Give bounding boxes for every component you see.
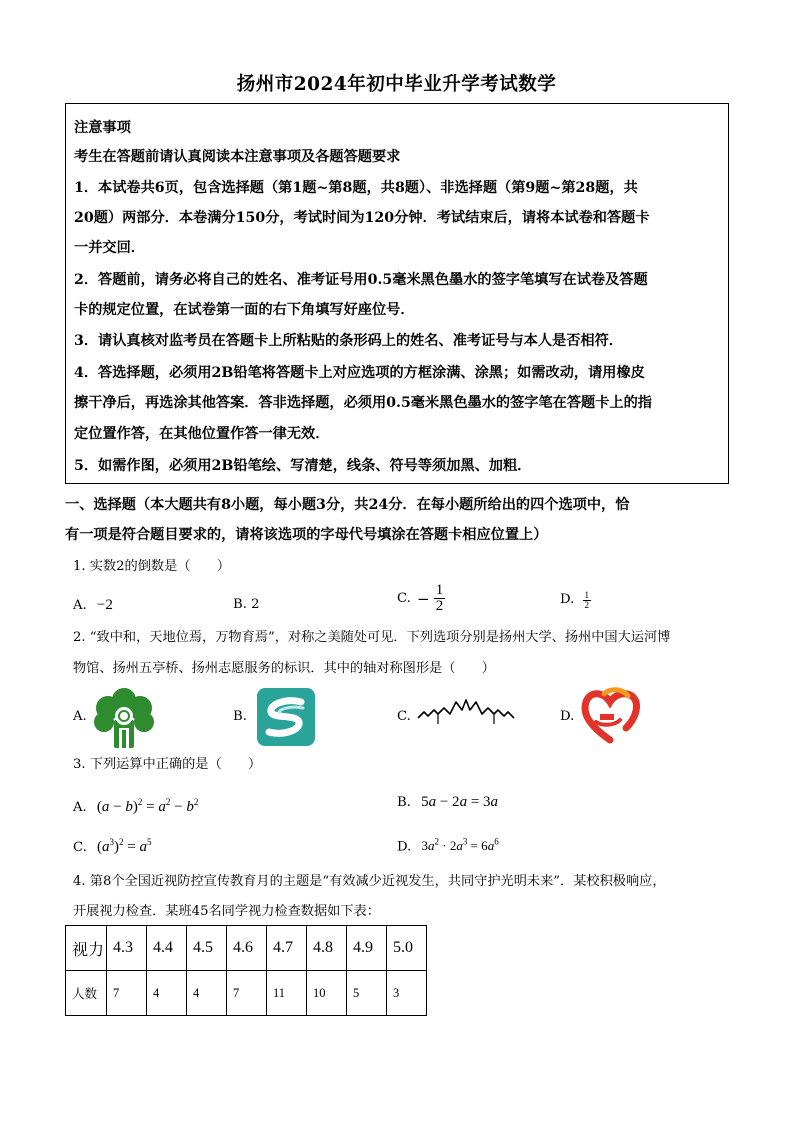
q3-option-d xyxy=(397,832,499,857)
option-label: D. xyxy=(560,592,575,607)
option-label: D. xyxy=(397,839,412,855)
notice-subheading: 考生在答题前请认真阅读本注意事项及各题答题要求 xyxy=(74,149,401,165)
table-cell: 7 xyxy=(227,971,267,1016)
expression: $(a - b)^2 = a^2 - b^2$ xyxy=(96,797,199,815)
q1-option-b xyxy=(233,595,259,615)
notice-line: 一并交回． xyxy=(74,240,145,256)
q2-option-a-label: A. xyxy=(73,709,87,724)
notice-line: 2．答题前，请务必将自己的姓名、准考证号用0.5毫米黑色墨水的签字笔填写在试卷及答题 xyxy=(74,272,648,288)
notice-box xyxy=(65,103,729,484)
option-label: A. xyxy=(73,598,87,613)
notice-line: 1．本试卷共6页，包含选择题（第1题~第8题，共8题）、非选择题（第9题~第28题，共 xyxy=(74,180,638,196)
question-2-line: 2. “致中和，天地位焉，万物育焉”，对称之美随处可见．下列选项分别是扬州大学、扬州中国大运河博 xyxy=(73,630,671,645)
option-label: B. xyxy=(233,597,247,612)
fraction xyxy=(434,583,446,614)
table-cell: 3 xyxy=(387,971,427,1016)
table-row xyxy=(66,971,427,1016)
table-row xyxy=(66,926,427,971)
notice-line: 5．如需作图，必须用2B铅笔绘、写清楚，线条、符号等须加黑、加粗． xyxy=(74,458,532,474)
volunteer-heart-logo-icon xyxy=(580,686,640,744)
q3-option-a xyxy=(73,792,198,818)
question-2-line: 物馆、扬州五亭桥、扬州志愿服务的标识．其中的轴对称图形是（ ） xyxy=(73,661,495,676)
pavilion-bridge-logo-icon xyxy=(416,696,516,726)
option-label: B. xyxy=(397,795,411,810)
table-cell: 4 xyxy=(147,971,187,1016)
table-cell: 10 xyxy=(307,971,347,1016)
option-label: C. xyxy=(73,840,87,855)
table-cell: 4.8 xyxy=(307,926,347,971)
notice-line: 20题）两部分．本卷满分150分，考试时间为120分钟．考试结束后，请将本试卷和答题卡 xyxy=(74,210,650,226)
table-cell: 11 xyxy=(267,971,307,1016)
q2-option-b-label: B. xyxy=(233,709,247,724)
q2-option-d-label: D. xyxy=(560,709,575,724)
table-cell: 4.6 xyxy=(227,926,267,971)
expression: 5a − 2a = 3a xyxy=(421,794,499,810)
expression: $3a^2 \cdot 2a^3 = 6a^6$ xyxy=(421,837,499,854)
option-label: A. xyxy=(73,800,87,815)
minus-sign: − xyxy=(417,589,430,608)
option-label: C. xyxy=(397,590,411,606)
section-heading-line: 有一项是符合题目要求的，请将该选项的字母代号填涂在答题卡相应位置上） xyxy=(65,527,548,543)
q3-option-c xyxy=(73,832,151,858)
question-1-stem: 1. 实数2的倒数是（ ） xyxy=(73,559,231,574)
notice-line: 擦干净后，再选涂其他答案．答非选择题，必须用0.5毫米黑色墨水的签字笔在答题卡上的指 xyxy=(74,395,652,411)
q1-option-a xyxy=(73,595,113,616)
table-cell: 5.0 xyxy=(387,926,427,971)
numerator: 1 xyxy=(584,589,589,600)
table-cell: 4.4 xyxy=(147,926,187,971)
table-header-cell: 人数 xyxy=(66,971,107,1016)
table-cell: 4.5 xyxy=(187,926,227,971)
table-cell: 7 xyxy=(107,971,147,1016)
table-cell: 5 xyxy=(347,971,387,1016)
q1-option-c xyxy=(397,583,445,614)
question-3-stem: 3. 下列运算中正确的是（ ） xyxy=(73,757,262,772)
table-header-cell: 视力 xyxy=(66,926,107,971)
notice-line: 4．答选择题，必须用2B铅笔将答题卡上对应选项的方框涂满、涂黑；如需改动，请用橡皮 xyxy=(74,365,645,381)
table-cell: 4.9 xyxy=(347,926,387,971)
question-4-line: 4. 第8个全国近视防控宣传教育月的主题是“有效减少近视发生，共同守护光明未来”．某校积极响应， xyxy=(73,874,666,889)
notice-line: 定位置作答，在其他位置作答一律无效． xyxy=(74,426,330,442)
notice-line: 卡的规定位置，在试卷第一面的右下角填写好座位号． xyxy=(74,302,415,318)
canal-museum-logo-icon xyxy=(257,688,315,746)
option-value: 2 xyxy=(251,597,260,612)
denominator: 2 xyxy=(584,599,589,610)
tree-logo-icon xyxy=(90,686,158,748)
q1-option-d xyxy=(560,590,591,611)
q2-option-c-label: C. xyxy=(397,709,411,724)
table-cell: 4.3 xyxy=(107,926,147,971)
table-cell: 4.7 xyxy=(267,926,307,971)
table-cell: 4 xyxy=(187,971,227,1016)
option-value: −2 xyxy=(96,597,113,613)
notice-line: 3．请认真核对监考员在答题卡上所粘贴的条形码上的姓名、准考证号与本人是否相符． xyxy=(74,333,623,349)
question-4-line: 开展视力检查．某班45名同学视力检查数据如下表： xyxy=(73,904,380,919)
denominator: 2 xyxy=(435,598,444,614)
numerator: 1 xyxy=(435,582,444,598)
expression: $(a^3)^2 = a^5$ xyxy=(97,837,152,855)
section-heading-line: 一、选择题（本大题共有8小题，每小题3分，共24分．在每小题所给出的四个选项中，恰 xyxy=(65,497,630,513)
vision-data-table xyxy=(65,925,427,1016)
notice-heading: 注意事项 xyxy=(74,120,131,136)
page-title: 扬州市2024年初中毕业升学考试数学 xyxy=(236,74,557,95)
fraction xyxy=(583,591,592,610)
q3-option-b xyxy=(397,792,498,813)
